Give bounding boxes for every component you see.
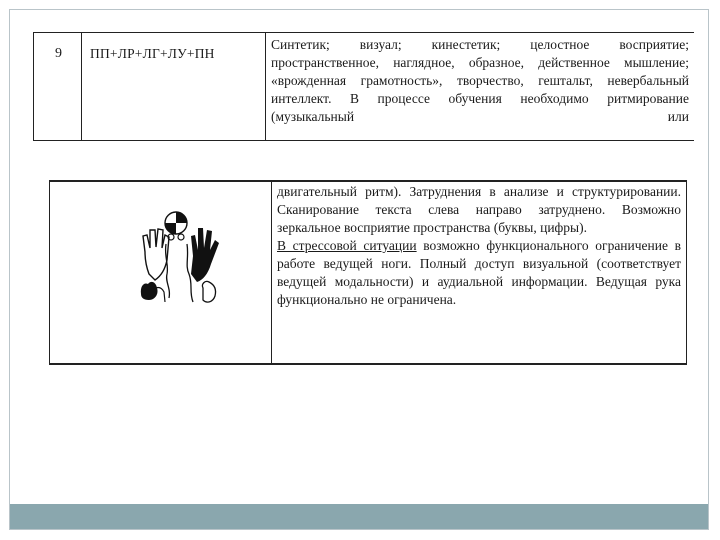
table-col-line — [271, 180, 272, 365]
table-col-line — [686, 180, 687, 365]
table-col-line — [81, 32, 82, 141]
stress-phrase: В стрессовой ситуации — [277, 238, 417, 253]
footer-bar — [10, 504, 708, 529]
description-continuation: двигательный ритм). Затруднения в анализе и структурировании. Сканирование текста слева направо затруднено. Возможно зеркальное восприятие пространства (буквы, цифры). — [277, 184, 681, 235]
head-quadrant — [165, 223, 176, 234]
table-rule-top — [33, 32, 694, 33]
profile-description-bottom — [277, 183, 681, 309]
table-rule-bottom — [49, 363, 687, 365]
left-hand-outline — [143, 229, 169, 280]
right-eye-icon — [178, 234, 184, 240]
profile-formula: ПП+ЛР+ЛГ+ЛУ+ПН — [90, 46, 215, 61]
stress-text: возможно функционального ограничение в работе ведущей ноги. Полный доступ визуальной (соответствует ведущей модальности) и аудиальной информации. Ведущая рука функционально не ограничена. — [277, 238, 681, 307]
profile-table-bottom — [49, 180, 687, 365]
table-col-line — [49, 180, 50, 365]
right-hand-filled — [191, 228, 219, 282]
profile-description-top: Синтетик; визуал; кинестетик; целостное восприятие; пространственное, наглядное, образное, действенное мышление; «врожденная грамотность», творчество, гештальт, невербальный интеллект. В процессе обучения необходимо ритмирование (музыкальный или — [271, 37, 689, 124]
brain-profile-figure-icon — [131, 202, 241, 312]
table-rule-bottom — [33, 140, 694, 141]
row-number: 9 — [55, 46, 62, 61]
body-outline — [166, 244, 193, 302]
profile-table-top — [33, 32, 694, 141]
table-col-line — [33, 32, 34, 141]
stress-paragraph — [277, 237, 681, 309]
left-foot-filled — [141, 282, 158, 300]
right-foot-outline — [202, 281, 215, 302]
table-rule-top — [49, 180, 687, 182]
table-col-line — [265, 32, 266, 141]
head-quadrant — [176, 212, 187, 223]
